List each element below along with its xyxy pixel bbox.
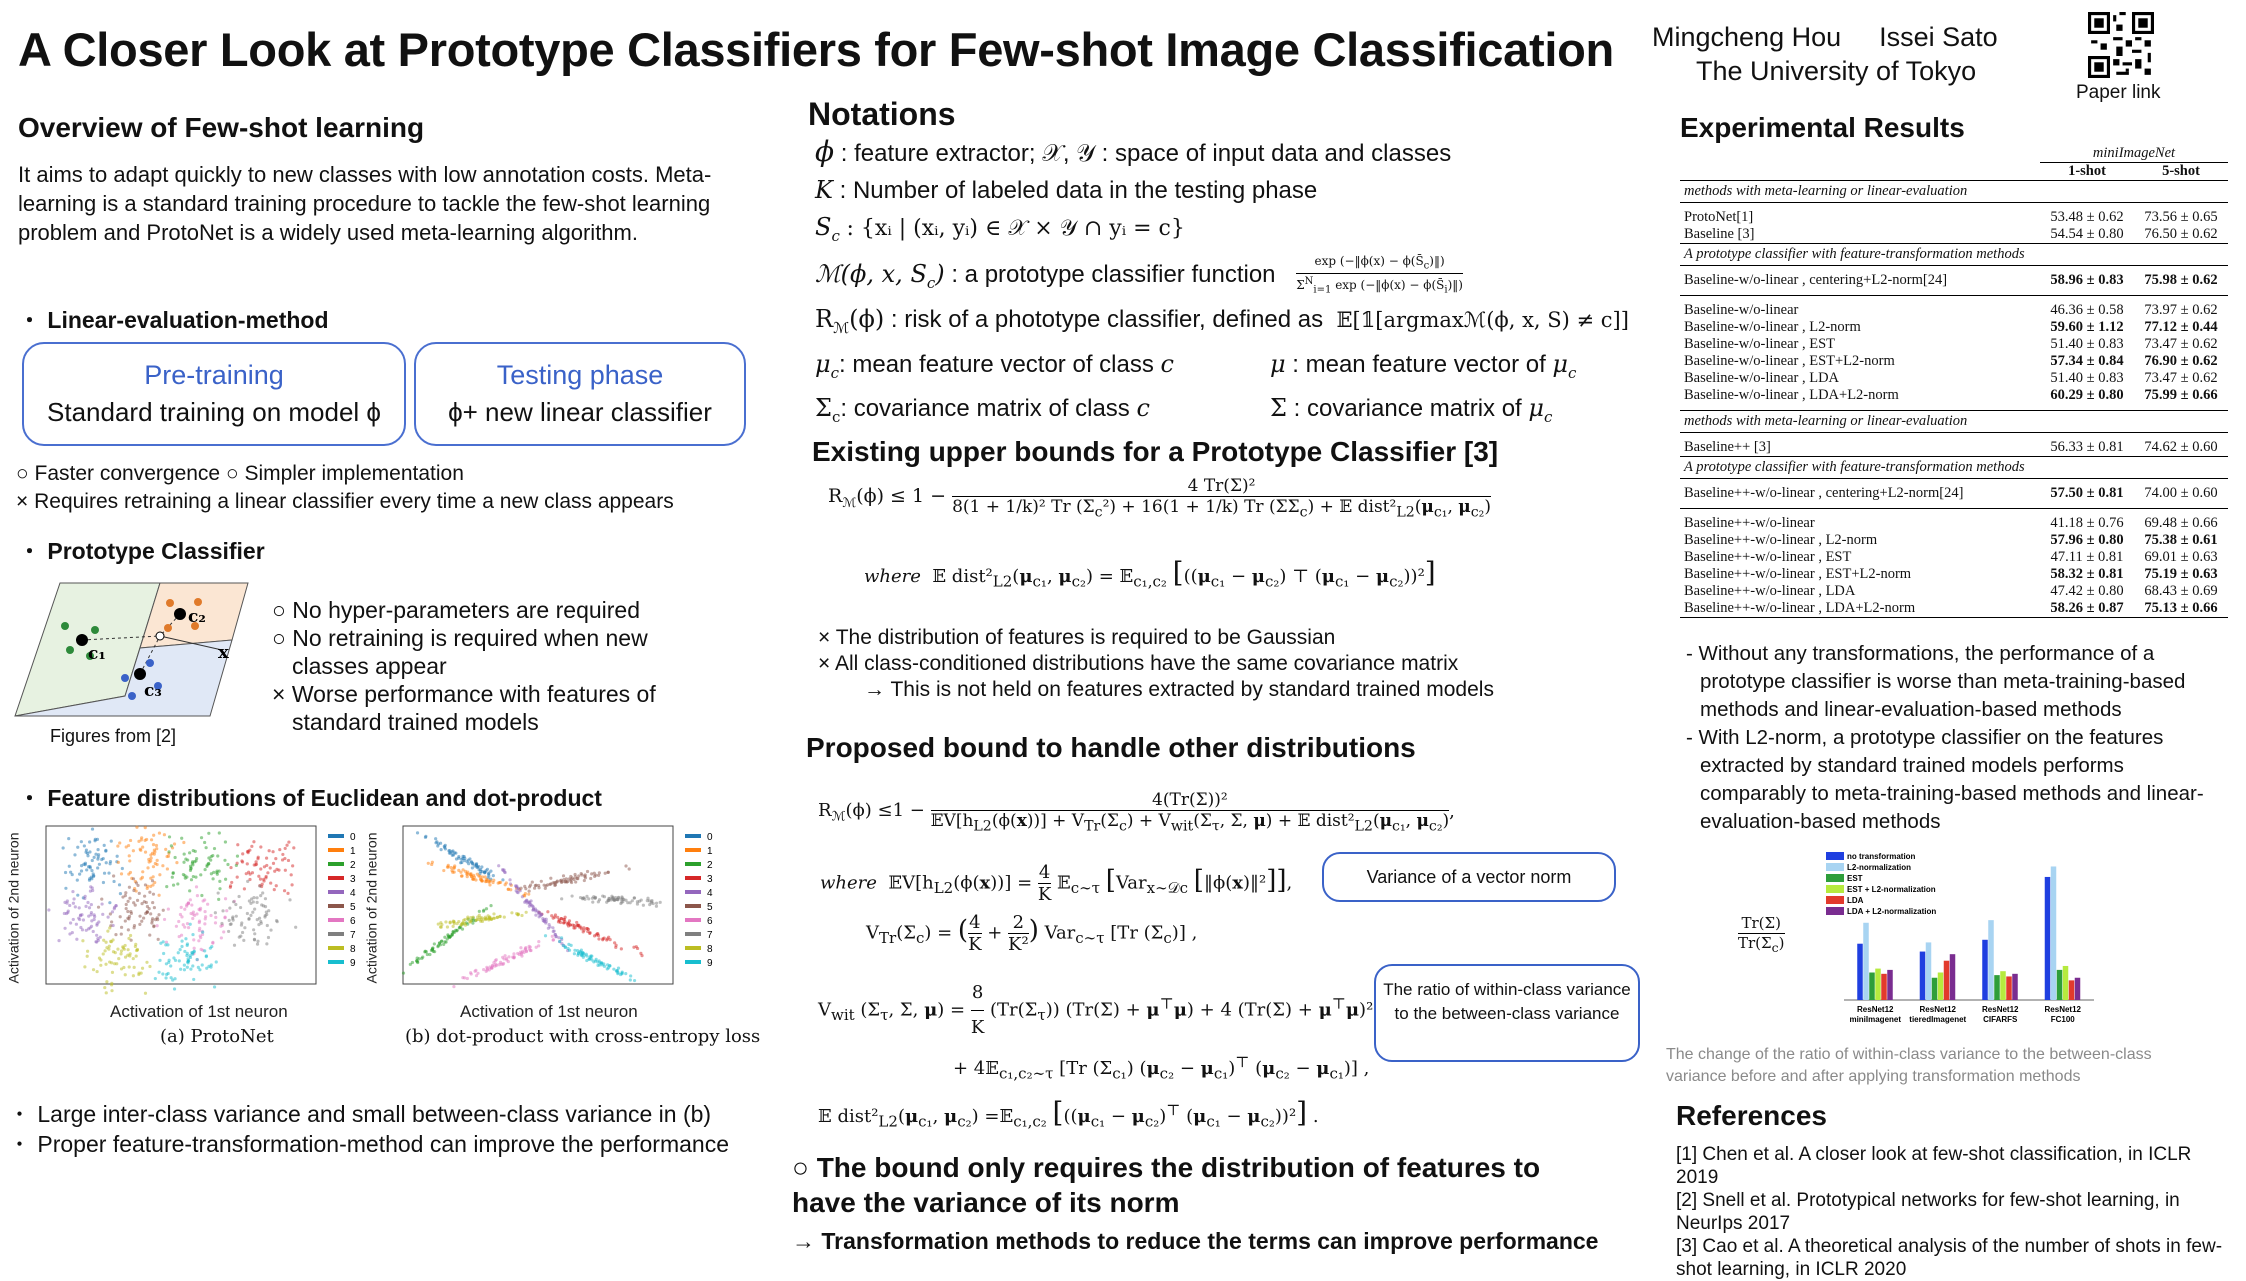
scatter-legend-swatch	[685, 960, 701, 964]
prototype-point-3: × Worse performance with features of standard trained models	[272, 681, 656, 735]
bar-3-0	[2045, 877, 2051, 1000]
scatter-a-ylabel: Activation of 2nd neuron	[5, 832, 22, 984]
note-variance-norm: Variance of a vector norm	[1322, 852, 1616, 902]
table-row: ProtoNet[1] 53.48 ± 0.62 73.56 ± 0.65	[1684, 209, 2218, 225]
bar-2-5	[2012, 974, 2018, 1000]
scatter-legend-label: 5	[350, 902, 356, 913]
existing-conditions	[818, 625, 1494, 703]
poster-title: A Closer Look at Prototype Classifiers for Few-shot Image Classification	[18, 23, 1614, 76]
scatter-legend-label: 1	[707, 846, 713, 857]
svg-text:x: x	[218, 642, 229, 663]
x-tick-label: ResNet12	[1919, 1005, 1956, 1014]
notation-mu-c: : mean feature vector of class	[839, 350, 1154, 378]
prototype-point-1: ○ No hyper-parameters are required	[272, 597, 640, 623]
notation-sc: : {xᵢ | (xᵢ, yᵢ) ∈ 𝒳 × 𝒴 ∩ yᵢ = c}	[846, 216, 1185, 241]
table-row: Baseline++-w/o-linear , LDA+L2-norm 58.26 ± 0.87 75.13 ± 0.66	[1680, 600, 2228, 618]
scatter-legend-swatch	[328, 834, 344, 838]
feature-scatter-dotproduct	[385, 820, 730, 1010]
legend-label: EST	[1847, 874, 1863, 883]
legend-label: LDA	[1847, 896, 1864, 905]
scatter-legend-label: 9	[350, 958, 356, 969]
chart-ylabel: Tr(Σ) $Tr(\Sigma_c)$	[1738, 914, 1785, 955]
scatter-a-caption: (a) ProtoNet	[160, 1026, 274, 1047]
scatter-legend-label: 3	[707, 874, 713, 885]
results-table-wrap	[1680, 145, 2228, 618]
bar-2-4	[2006, 976, 2012, 1000]
scatter-legend-swatch	[328, 876, 344, 880]
scatter-legend-label: 8	[707, 944, 713, 955]
scatter-b-xlabel: Activation of 1st neuron	[460, 1002, 638, 1021]
reference-3: [3] Cao et al. A theoretical analysis of the number of shots in few-shot learning, in ICLR 2020	[1676, 1236, 2223, 1280]
table-row: Baseline++-w/o-linear , EST 47.11 ± 0.81 69.01 ± 0.63	[1684, 549, 2218, 565]
scatter-legend-label: 3	[350, 874, 356, 885]
scatter-legend-swatch	[685, 834, 701, 838]
x-tick-label: ResNet12	[1982, 1005, 2019, 1014]
x-tick-label: ResNet12	[1857, 1005, 1894, 1014]
bar-2-3	[2000, 971, 2006, 1000]
col-1shot: 1-shot	[2068, 163, 2106, 179]
bar-0-3	[1875, 969, 1881, 1000]
dataset-header: miniImageNet	[2040, 145, 2228, 163]
scatter-b-ylabel: Activation of 2nd neuron	[363, 832, 380, 984]
scatter-legend-swatch	[685, 876, 701, 880]
scatter-legend-label: 7	[350, 930, 356, 941]
legend-label: LDA + L2-normalization	[1847, 907, 1937, 916]
legend-swatch	[1826, 874, 1844, 882]
prototype-point-2: ○ No retraining is required when new classes appear	[272, 625, 648, 679]
legend-swatch	[1826, 885, 1844, 893]
scatter-legend-label: 8	[350, 944, 356, 955]
scatter-legend-swatch	[328, 932, 344, 936]
author-2: Issei Sato	[1879, 22, 1998, 52]
qr-code-icon[interactable]	[2088, 12, 2154, 78]
features-bullet-1: ・ Large inter-class variance and small between-class variance in (b)	[8, 1101, 712, 1127]
paper-link[interactable]: Paper link	[2076, 82, 2161, 103]
proposed-vtr-formula: $V_{Tr}(\Sigma_c)$ = ( 4 K + 2 K²) Var$_{c\sim\tau}$ [Tr $(\Sigma_c)$] ,	[866, 912, 1198, 955]
scatter-legend-swatch	[328, 946, 344, 950]
scatter-legend-swatch	[328, 848, 344, 852]
testing-title: Testing phase	[496, 360, 664, 390]
bar-3-2	[2057, 970, 2063, 1000]
scatter-legend-swatch	[685, 932, 701, 936]
x-tick-label: tieredImagenet	[1909, 1015, 1967, 1024]
results-bullets	[1686, 640, 2226, 836]
linear-eval-heading: ・ Linear-evaluation-method	[18, 307, 329, 333]
section-3: methods with meta-learning or linear-evaluation	[1680, 411, 2228, 433]
results-heading: Experimental Results	[1680, 112, 1965, 143]
table-row: Baseline-w/o-linear , L2-norm 59.60 ± 1.12 77.12 ± 0.44	[1684, 319, 2218, 335]
prototype-points	[272, 596, 712, 736]
scatter-legend-label: 5	[707, 902, 713, 913]
table-row: Baseline-w/o-linear , EST+L2-norm 57.34 ± 0.84 76.90 ± 0.62	[1684, 353, 2218, 369]
author-block	[1652, 20, 2036, 88]
existing-cond-3: → This is not held on features extracted by standard trained models	[864, 678, 1494, 701]
pretraining-title: Pre-training	[144, 360, 284, 390]
chart-caption: The change of the ratio of within-class variance to the between-class variance before and after applying transformation methods	[1666, 1046, 2152, 1085]
prototype-figure	[10, 578, 255, 728]
overview-heading: Overview of Few-shot learning	[18, 112, 425, 143]
scatter-legend-label: 1	[350, 846, 356, 857]
scatter-legend-swatch	[685, 904, 701, 908]
x-tick-label: ResNet12	[2044, 1005, 2081, 1014]
notation-risk: : risk of a phototype classifier, defined as	[890, 305, 1324, 333]
scatter-legend-swatch	[328, 862, 344, 866]
notation-k: : Number of labeled data in the testing phase	[839, 177, 1318, 204]
scatter-legend-label: 2	[350, 860, 356, 871]
legend-swatch	[1826, 896, 1844, 904]
references-heading: References	[1676, 1100, 1827, 1131]
legend-label: EST + L2-normalization	[1847, 885, 1936, 894]
notations-heading: Notations	[808, 96, 956, 132]
scatter-b-caption: (b) dot-product with cross-entropy loss	[405, 1026, 761, 1047]
overview-text: It aims to adapt quickly to new classes with low annotation costs. Meta-learning is a standard training procedure to tackle the few-shot learning problem and ProtoNet is a widely used meta-learning algorithm.	[18, 162, 712, 245]
scatter-a-xlabel: Activation of 1st neuron	[110, 1002, 288, 1021]
legend-swatch	[1826, 863, 1844, 871]
proposed-ev-formula: where $𝔼V[h_{L2}(\phi(x))]$ = 4 K 𝔼$_{c\sim\tau}$ [Var$_{x\sim 𝒟c}$ [‖ϕ(x)‖²]],	[820, 862, 1293, 905]
scatter-legend-label: 0	[350, 832, 356, 843]
table-row: Baseline++-w/o-linear , LDA 47.42 ± 0.80 68.43 ± 0.69	[1684, 583, 2218, 599]
scatter-legend-swatch	[685, 890, 701, 894]
scatter-legend-label: 6	[707, 916, 713, 927]
svg-text:c₂: c₂	[188, 607, 206, 627]
testing-box	[414, 342, 746, 446]
bar-3-5	[2075, 978, 2081, 1000]
notation-sigma-c: : covariance matrix of class	[840, 395, 1130, 423]
bar-0-4	[1881, 974, 1887, 1000]
bar-1-1	[1926, 942, 1932, 1000]
bar-1-3	[1938, 973, 1944, 1000]
bar-0-2	[1869, 973, 1875, 1000]
col-5shot: 5-shot	[2162, 163, 2200, 179]
scatter-legend-swatch	[328, 904, 344, 908]
proposed-dist-formula: 𝔼 $dist^2_{L2}(\mu_{c_1}$, $\mu_{c_2}$) =𝔼$_{c_1,c_2}$ [($(\mu_{c_1} - \mu_{c_2})^⊤$ $(\mu_{c_1} - \mu_{c_2}))^2$] .	[818, 1096, 1319, 1131]
table-row: Baseline++ [3] 56.33 ± 0.81 74.62 ± 0.60	[1684, 439, 2218, 455]
scatter-legend-label: 4	[350, 888, 356, 899]
legend-label: L2-normalization	[1847, 863, 1912, 872]
x-tick-label: FC100	[2050, 1015, 2075, 1024]
proposed-vwit-formula: $V_{wit}$ ($\Sigma_\tau$, Σ, μ) = 8 K $(Tr(\Sigma_\tau)) (Tr(\Sigma) + \mu^⊤\mu) + 4$ (Tr(Σ) + μ⊤μ)² + 4𝔼$_{c_1,c_2\sim\tau}$ [Tr $(\Sigma_{c_1}) (\mu_{c_2} - \mu_{c_1})^⊤$ $(\mu_{c_2} - \mu_{c_1})$] ,	[818, 976, 1373, 1091]
features-heading: ・ Feature distributions of Euclidean and dot-product	[18, 785, 602, 811]
scatter-legend-swatch	[685, 918, 701, 922]
bar-1-2	[1932, 978, 1938, 1000]
features-bullet-2: ・ Proper feature-transformation-method can improve the performance	[8, 1131, 729, 1157]
results-bullet-1: - Without any transformations, the performance of a prototype classifier is worse than meta-training-based methods and linear-evaluation-based methods	[1686, 642, 2186, 721]
x-tick-label: miniImagenet	[1849, 1015, 1902, 1024]
bar-0-0	[1857, 944, 1863, 1000]
legend-swatch	[1826, 907, 1844, 915]
proposed-bound-formula: $R_ℳ(\phi) \le 1$ − 4(Tr(Σ))² $𝔼V[h_{L2}(\phi(x))] + V_{Tr}(\Sigma_c) + V_{wit}(\Sigma_\tau$, Σ, μ) + 𝔼 $dist^2_{L2}(\mu_{c_1}$, $\mu_{c_2}$),	[818, 790, 1455, 835]
ratio-bar-chart	[1822, 848, 2102, 1028]
notations-list: ϕ : feature extractor; 𝒳, 𝒴 : space of input data and classes K : Number of labeled data in the testing phase $S_c$ : {xᵢ | (xᵢ, yᵢ) ∈ 𝒳 × 𝒴 ∩ yᵢ = c} ℳ(ϕ, x, $S_c$) : a prototype classifier function exp (−‖ϕ(x) − $\phi(S̄_c)‖$) $\Sigma^N_{i=1}$ exp (−‖ϕ(x) − $\phi(S̄_i)‖$) $R_ℳ(\phi)$ : risk of a phototype classifier, defined as 𝔼[𝟙[argmaxℳ(ϕ, x, S) ≠ c]] $\mu_c$: mean feature vector of class c μ : mean feature vector of $\mu_c$ $\Sigma_c$: covariance matrix of class c Σ : covariance matrix of $\mu_c$	[815, 135, 1629, 427]
affiliation: The University of Tokyo	[1696, 56, 1977, 86]
notation-phi: : feature extractor; 𝒳, 𝒴 : space of input data and classes	[840, 140, 1452, 167]
table-row: Baseline-w/o-linear , EST 51.40 ± 0.83 73.47 ± 0.62	[1684, 336, 2218, 352]
bar-3-3	[2063, 966, 2069, 1000]
section-2: A prototype classifier with feature-transformation methods	[1680, 244, 2228, 266]
results-table	[1680, 145, 2228, 618]
section-4: A prototype classifier with feature-transformation methods	[1680, 457, 2228, 479]
testing-body: ϕ+ new linear classifier	[448, 397, 712, 427]
table-row: Baseline-w/o-linear , LDA 51.40 ± 0.83 73.47 ± 0.62	[1684, 370, 2218, 386]
legend-swatch	[1826, 852, 1844, 860]
author-1: Mingcheng Hou	[1652, 22, 1842, 52]
legend-label: no transformation	[1847, 852, 1916, 861]
bar-2-2	[1994, 975, 2000, 1000]
bar-3-4	[2069, 980, 2075, 1000]
table-row: Baseline++-w/o-linear , EST+L2-norm 58.32 ± 0.81 75.19 ± 0.63	[1684, 566, 2218, 582]
x-tick-label: CIFARFS	[1983, 1015, 2018, 1024]
proposed-conclusion: ○ The bound only requires the distribution of features to have the variance of its norm	[792, 1152, 1541, 1218]
section-1: methods with meta-learning or linear-evaluation	[1680, 181, 2228, 203]
table-row: Baseline++-w/o-linear , L2-norm 57.96 ± 0.80 75.38 ± 0.61	[1684, 532, 2218, 548]
table-row: Baseline [3] 54.54 ± 0.80 76.50 ± 0.62	[1684, 226, 2218, 242]
scatter-legend-label: 0	[707, 832, 713, 843]
linear-eval-cons: × Requires retraining a linear classifier every time a new class appears	[16, 490, 674, 513]
bar-1-0	[1920, 952, 1926, 1000]
notation-mu: : mean feature vector of	[1292, 350, 1546, 378]
pretraining-body: Standard training on model ϕ	[47, 397, 381, 427]
notation-m: : a prototype classifier function	[951, 261, 1276, 289]
references-list	[1676, 1143, 2236, 1281]
reference-1: [1] Chen et al. A closer look at few-shot classification, in ICLR 2019	[1676, 1144, 2192, 1188]
existing-where-formula: where 𝔼 $dist^2_{L2}(\mu_{c_1}$, $\mu_{c_2}$) = 𝔼$_{c_1,c_2}$ [($(\mu_{c_1} - \mu_{c_2})$ ⊤ $(\mu_{c_1} - \mu_{c_2}))^2$]	[864, 556, 1436, 591]
svg-text:c₁: c₁	[88, 644, 106, 664]
prototype-fig-caption: Figures from [2]	[50, 726, 177, 746]
scatter-legend-swatch	[685, 862, 701, 866]
bar-2-0	[1982, 940, 1988, 1000]
prototype-heading: ・ Prototype Classifier	[18, 538, 265, 564]
scatter-legend-swatch	[685, 946, 701, 950]
scatter-legend-label: 6	[350, 916, 356, 927]
results-bullet-2: - With L2-norm, a prototype classifier on the features extracted by standard trained models performs comparably to meta-training-based methods and linear-evaluation-based methods	[1686, 726, 2204, 833]
bar-0-1	[1863, 923, 1869, 1000]
table-row: Baseline-w/o-linear , LDA+L2-norm 60.29 ± 0.80 75.99 ± 0.66	[1684, 387, 2218, 403]
table-row: Baseline-w/o-linear , centering+L2-norm[24] 58.96 ± 0.83 75.98 ± 0.62	[1684, 272, 2218, 288]
table-row: Baseline++-w/o-linear , centering+L2-norm[24] 57.50 ± 0.81 74.00 ± 0.60	[1684, 485, 2218, 501]
reference-2: [2] Snell et al. Prototypical networks for few-shot learning, in NeurIps 2017	[1676, 1190, 2180, 1234]
scatter-legend-label: 9	[707, 958, 713, 969]
scatter-legend-label: 7	[707, 930, 713, 941]
pretraining-box	[22, 342, 406, 446]
note-ratio-variance: The ratio of within-class variance to the between-class variance	[1374, 964, 1640, 1062]
scatter-legend-swatch	[328, 918, 344, 922]
scatter-legend-swatch	[328, 960, 344, 964]
notation-sigma: : covariance matrix of	[1293, 395, 1522, 423]
svg-text:c₃: c₃	[144, 681, 162, 701]
proposed-heading: Proposed bound to handle other distributions	[806, 732, 1416, 763]
scatter-legend-label: 4	[707, 888, 713, 899]
existing-heading: Existing upper bounds for a Prototype Classifier [3]	[812, 436, 1499, 467]
bar-1-4	[1944, 961, 1950, 1000]
existing-bound-formula: $R_ℳ(\phi) \le 1$ − 4 Tr(Σ)² 8(1 + 1/k)² Tr $(\Sigma_c^2) + 16(1 + 1/k)$ Tr $(\Sigma\Sigma_c)$ + 𝔼 $dist^2_{L2}(\mu_{c_1}$, $\mu_{c_2}$)	[828, 476, 1491, 521]
linear-eval-pros: ○ Faster convergence ○ Simpler implementation	[16, 462, 464, 485]
existing-cond-2: × All class-conditioned distributions have the same covariance matrix	[818, 652, 1459, 675]
bar-2-1	[1988, 920, 1994, 1000]
table-row: Baseline++-w/o-linear 41.18 ± 0.76 69.48 ± 0.66	[1684, 515, 2218, 531]
bar-3-1	[2051, 866, 2057, 1000]
bar-0-5	[1887, 970, 1893, 1000]
feature-scatter-protonet	[28, 820, 373, 1010]
bar-1-5	[1950, 954, 1956, 1000]
scatter-legend-swatch	[685, 848, 701, 852]
table-row: Baseline-w/o-linear 46.36 ± 0.58 73.97 ± 0.62	[1684, 302, 2218, 318]
existing-cond-1: × The distribution of features is required to be Gaussian	[818, 626, 1336, 649]
scatter-legend-label: 2	[707, 860, 713, 871]
proposed-implication: → Transformation methods to reduce the terms can improve performance	[792, 1228, 1599, 1254]
scatter-legend-swatch	[328, 890, 344, 894]
